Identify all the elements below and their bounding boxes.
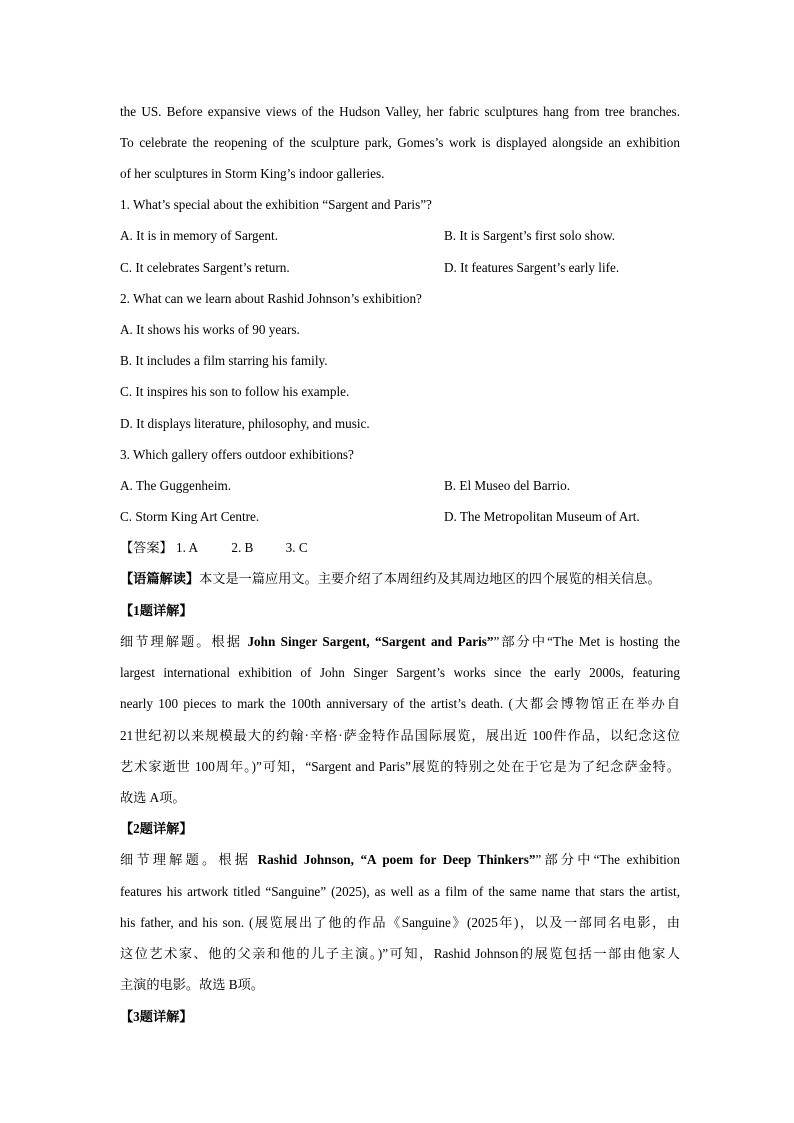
question-2-option-c: C. It inspires his son to follow his example.: [120, 384, 350, 399]
question-3-option-a: A. The Guggenheim.: [120, 478, 232, 493]
q2-line-4: 这位艺术家、他的父亲和他的儿子主演。)”可知，Rashid Johnson的展览包括一部由他家人: [120, 946, 680, 961]
answer-1: 1. A: [176, 540, 199, 555]
question-1-option-c: C. It celebrates Sargent’s return.: [120, 260, 290, 275]
q2-line-1-pre: 细节理解题。根据: [120, 852, 258, 867]
question-1-option-d: D. It features Sargent’s early life.: [444, 260, 620, 275]
q2-line-1: [120, 850, 680, 870]
question-2-option-b: B. It includes a film starring his family.: [120, 353, 328, 368]
question-3-options-row-1: [120, 476, 680, 496]
question-1-options-row-2: [120, 258, 680, 278]
question-1-options-row-1: [120, 226, 680, 246]
answer-label: 【答案】: [120, 540, 173, 555]
q2-heading: 【2题详解】: [120, 821, 193, 836]
q2-line-2: features his artwork titled “Sanguine” (2025), as well as a film of the same name that stars the artist,: [120, 884, 680, 899]
question-2-stem: 2. What can we learn about Rashid Johnson’s exhibition?: [120, 291, 422, 306]
summary-label: 【语篇解读】: [120, 571, 200, 586]
q1-line-1-pre: 细节理解题。根据: [120, 634, 248, 649]
q2-line-3: his father, and his son. (展览展出了他的作品《Sanguine》(2025年)，以及一部同名电影，由: [120, 915, 680, 930]
q1-line-1: [120, 632, 680, 652]
question-3-option-c: C. Storm King Art Centre.: [120, 509, 260, 524]
q1-line-1-bold: John Singer Sargent, “Sargent and Paris”: [247, 634, 494, 649]
q1-heading: 【1题详解】: [120, 603, 193, 618]
q1-line-2: largest international exhibition of John Singer Sargent’s works since the early 2000s, featuring: [120, 665, 680, 680]
q2-line-5: 主演的电影。故选 B项。: [120, 977, 264, 992]
q1-line-4: 21世纪初以来规模最大的约翰·辛格·萨金特作品国际展览，展出近 100件作品，以纪念这位: [120, 728, 680, 743]
q1-line-5: 艺术家逝世 100周年。)”可知，“Sargent and Paris”展览的特别之处在于它是为了纪念萨金特。: [120, 759, 680, 774]
passage-line-3: of her sculptures in Storm King’s indoor galleries.: [120, 166, 385, 181]
question-3-option-d: D. The Metropolitan Museum of Art.: [444, 509, 640, 524]
q3-heading: 【3题详解】: [120, 1009, 193, 1024]
q2-line-1-bold: Rashid Johnson, “A poem for Deep Thinkers”: [257, 852, 536, 867]
q1-line-6: 故选 A项。: [120, 790, 186, 805]
answer-2: 2. B: [231, 540, 254, 555]
question-3-options-row-2: [120, 507, 680, 527]
question-1-stem: 1. What’s special about the exhibition “Sargent and Paris”?: [120, 197, 432, 212]
q2-line-1-post: ”部分中“The exhibition: [535, 852, 680, 867]
answer-line: [120, 538, 680, 558]
summary-text: 本文是一篇应用文。主要介绍了本周纽约及其周边地区的四个展览的相关信息。: [199, 571, 661, 586]
passage-line-1: the US. Before expansive views of the Hudson Valley, her fabric sculptures hang from tree branches.: [120, 104, 680, 119]
answer-3: 3. C: [285, 540, 308, 555]
passage-line-2: To celebrate the reopening of the sculpture park, Gomes’s work is displayed alongside an exhibition: [120, 135, 680, 150]
q1-line-1-post: ”部分中“The Met is hosting the: [493, 634, 680, 649]
summary-line: [120, 569, 680, 589]
question-3-option-b: B. El Museo del Barrio.: [444, 478, 570, 493]
question-2-option-a: A. It shows his works of 90 years.: [120, 322, 300, 337]
q1-line-3: nearly 100 pieces to mark the 100th anniversary of the artist’s death. (大都会博物馆正在举办自: [120, 696, 680, 711]
question-2-option-d: D. It displays literature, philosophy, and music.: [120, 416, 370, 431]
question-1-option-b: B. It is Sargent’s first solo show.: [444, 228, 616, 243]
question-3-stem: 3. Which gallery offers outdoor exhibitions?: [120, 447, 354, 462]
question-1-option-a: A. It is in memory of Sargent.: [120, 228, 278, 243]
